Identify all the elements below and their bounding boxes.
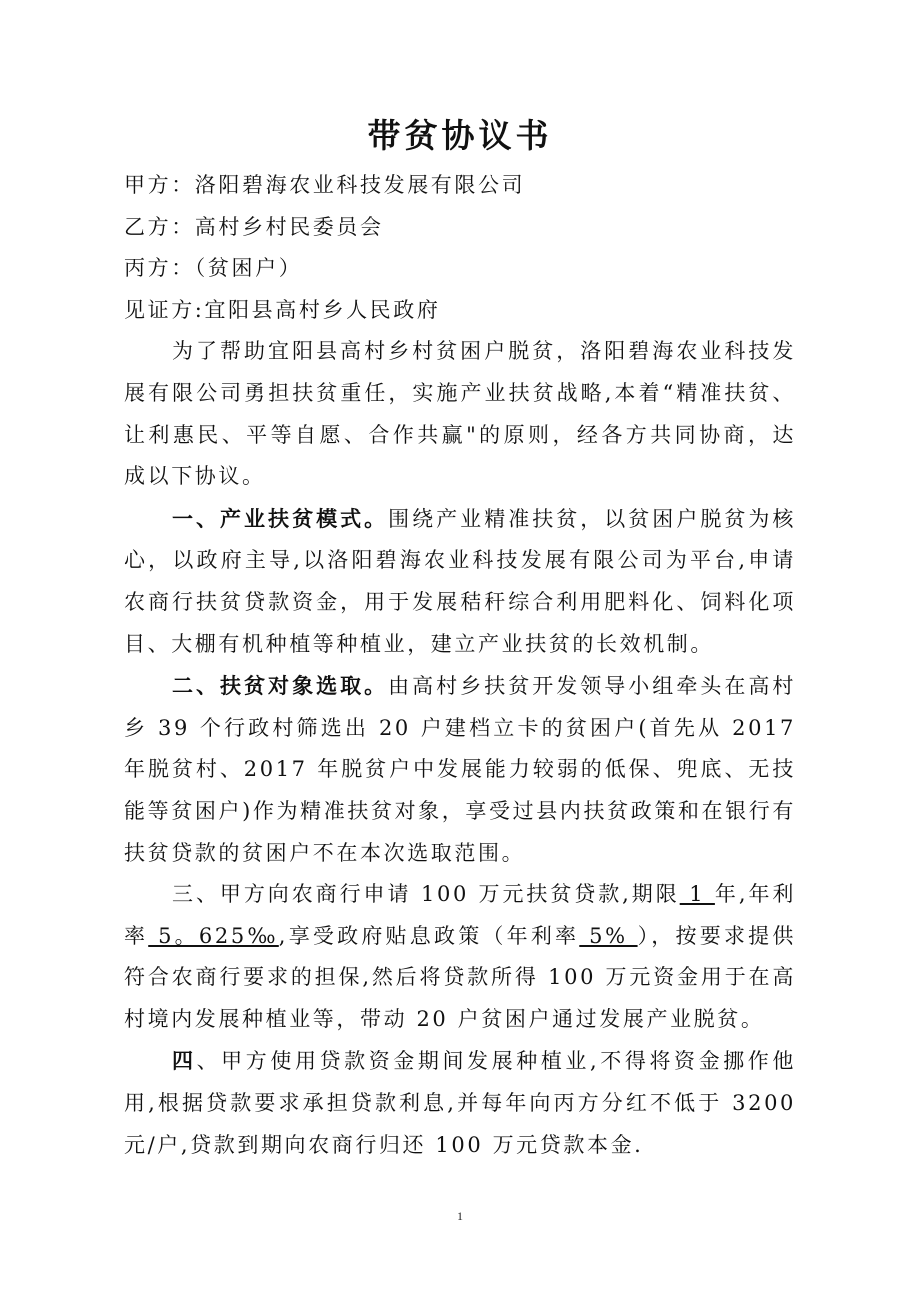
party-b: 乙方：高村乡村民委员会 bbox=[124, 214, 384, 239]
intro-paragraph: 为了帮助宜阳县高村乡村贫困户脱贫，洛阳碧海农业科技发展有限公司勇担扶贫重任，实施产业扶贫战略,本着“精准扶贫、让利惠民、平等自愿、合作共赢"的原则，经各方共同协商，达成以下协议。 bbox=[124, 339, 796, 489]
section-3-paragraph bbox=[124, 874, 796, 1040]
section-4-body: 、甲方使用贷款资金期间发展种植业,不得将资金挪作他用,根据贷款要求承担贷款利息,并每年向丙方分红不低于 3200 元/户,贷款到期向农商行归还 100 万元贷款本金. bbox=[124, 1049, 796, 1157]
party-a: 甲方：洛阳碧海农业科技发展有限公司 bbox=[124, 173, 526, 197]
section-1-paragraph bbox=[124, 498, 796, 665]
section-3-text-a: 三、甲方向农商行申请 100 万元扶贫贷款,期限 bbox=[172, 882, 680, 907]
witness-party: 见证方:宜阳县高村乡人民政府 bbox=[124, 297, 441, 322]
interest-rate-value: 5。625‰ bbox=[148, 923, 279, 948]
party-c: 丙方：（贫困户） bbox=[124, 256, 303, 281]
loan-term-value: 1 bbox=[679, 882, 715, 907]
document-title: 带贫协议书 bbox=[367, 116, 553, 155]
section-3-text-b: 年,年利率 bbox=[124, 882, 796, 948]
section-3-text-d: ），按要求提供符合农商行要求的担保,然后将贷款所得 100 万元资金用于在高村境内发展种植业等，带动 20 户贫困户通过发展产业脱贫。 bbox=[124, 923, 796, 1031]
section-2-body: 由高村乡扶贫开发领导小组牵头在高村乡 39 个行政村筛选出 20 户建档立卡的贫困户(首先从 2017 年脱贫村、2017 年脱贫户中发展能力较弱的低保、兜底、无技能等贫困户)作为精准扶贫对象，享受过县内扶贫政策和在银行有扶贫贷款的贫困户不在本次选取范围。 bbox=[124, 674, 796, 865]
section-1-heading: 一、产业扶贫模式。 bbox=[172, 505, 389, 531]
document-body bbox=[124, 165, 796, 1166]
section-3-text-c: ,享受政府贴息政策（年利率 bbox=[278, 923, 580, 948]
section-2-heading: 二、扶贫对象选取。 bbox=[172, 673, 389, 699]
section-4-paragraph bbox=[124, 1040, 796, 1166]
page-number: 1 bbox=[457, 1209, 463, 1223]
section-2-paragraph bbox=[124, 665, 796, 874]
section-1-body: 围绕产业精准扶贫，以贫困户脱贫为核心，以政府主导,以洛阳碧海农业科技发展有限公司为平台,申请农商行扶贫贷款资金，用于发展秸秆综合利用肥料化、饲料化项目、大棚有机种植等种植业，建立产业扶贫的长效机制。 bbox=[124, 506, 796, 656]
section-4-heading: 四 bbox=[172, 1048, 197, 1074]
subsidy-rate-value: 5% bbox=[579, 923, 638, 948]
